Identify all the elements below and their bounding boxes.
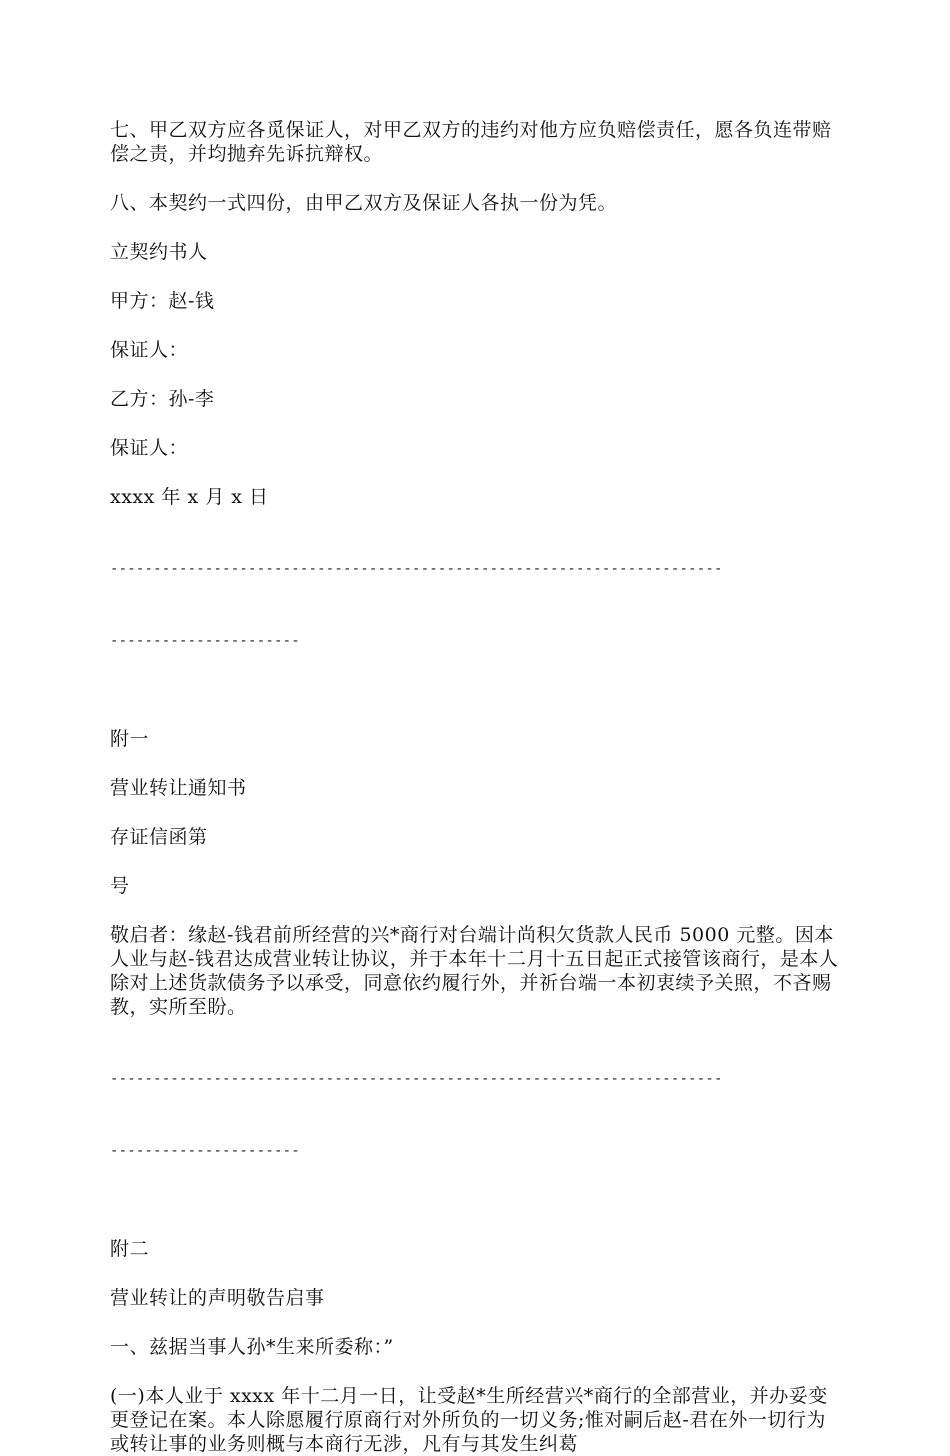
article-8-paragraph: 八、本契约一式四份，由甲乙双方及保证人各执一份为凭。 <box>110 192 618 214</box>
appendix-1-label: 附一 <box>110 728 150 750</box>
letter-number: 号 <box>110 875 130 897</box>
signers-heading: 立契约书人 <box>110 241 208 263</box>
party-a-line: 甲方：赵-钱 <box>110 290 215 312</box>
separator-rule-1 <box>110 509 840 701</box>
separator-rule-2-line-1: ----------------------------------------------------------------------- <box>110 1071 723 1087</box>
separator-rule-2 <box>110 1019 840 1211</box>
guarantor-b-line: 保证人： <box>110 437 189 459</box>
guarantor-a-line: 保证人： <box>110 339 189 361</box>
notice-body-paragraph: 敬启者：缘赵-钱君前所经营的兴*商行对台端计尚积欠货款人民币 5000 元整。因本人业与赵-钱君达成营业转让协议，并于本年十二月十五日起正式接管该商行，是本人除对上述货款债务予以承受，同意依约履行外，并祈台端一本初衷续予关照，不吝赐教，实所至盼。 <box>110 924 839 1018</box>
date-line: xxxx 年 x 月 x 日 <box>110 486 269 508</box>
article-7-paragraph: 七、甲乙双方应各觅保证人，对甲乙双方的违约对他方应负赔偿责任，愿各负连带赔偿之责，并均抛弃先诉抗辩权。 <box>110 119 832 165</box>
letter-label: 存证信函第 <box>110 826 208 848</box>
party-b-line: 乙方：孙-李 <box>110 388 215 410</box>
statement-title: 营业转让的声明敬告启事 <box>110 1287 325 1309</box>
separator-rule-1-line-2: ---------------------- <box>110 633 300 649</box>
separator-rule-2-line-2: ---------------------- <box>110 1143 300 1159</box>
statement-subitem-1: (一)本人业于 xxxx 年十二月一日，让受赵*生所经营兴*商行的全部营业，并办妥变更登记在案。本人除愿履行原商行对外所负的一切义务;惟对嗣后赵-君在外一切行为或转让事的业务则概与本商行无涉，凡有与其发生纠葛 <box>110 1385 828 1455</box>
notice-title: 营业转让通知书 <box>110 777 247 799</box>
separator-rule-1-line-1: ----------------------------------------------------------------------- <box>110 561 723 577</box>
statement-item-1: 一、兹据当事人孙*生来所委称：” <box>110 1336 394 1358</box>
document-body <box>110 118 840 1456</box>
appendix-2-label: 附二 <box>110 1238 150 1260</box>
